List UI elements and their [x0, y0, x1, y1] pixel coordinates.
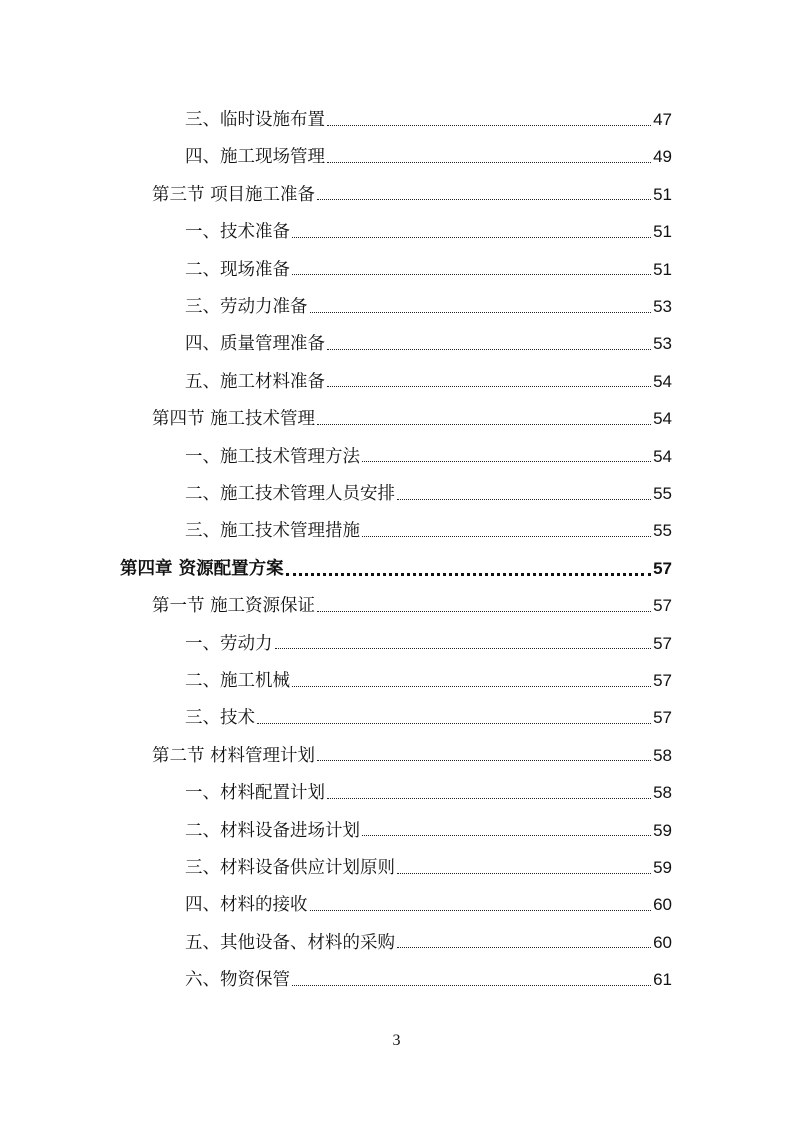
toc-subsection-entry[interactable]	[185, 666, 672, 696]
toc-entry-page: 57	[653, 633, 672, 653]
toc-entry-title: 一、施工技术管理方法	[185, 446, 360, 467]
toc-entry-page: 60	[653, 895, 672, 915]
toc-entry-title: 四、材料的接收	[185, 895, 308, 916]
toc-entry-page: 58	[653, 745, 672, 765]
toc-dot-leader	[327, 125, 651, 126]
toc-entry-title: 一、劳动力	[185, 633, 273, 654]
toc-entry-page: 59	[653, 858, 672, 877]
toc-dot-leader	[362, 461, 651, 462]
toc-entry-title: 二、现场准备	[185, 259, 290, 280]
toc-dot-leader	[327, 162, 651, 163]
toc-entry-page: 57	[653, 596, 672, 616]
toc-subsection-entry[interactable]	[185, 890, 672, 920]
toc-dot-leader	[275, 648, 652, 649]
toc-dot-leader	[327, 349, 651, 350]
toc-entry-page: 61	[653, 970, 672, 990]
toc-entry-page: 57	[653, 671, 672, 690]
toc-entry-page: 55	[653, 484, 672, 503]
toc-dot-leader	[292, 274, 651, 275]
toc-subsection-entry[interactable]	[185, 142, 672, 172]
toc-section-entry[interactable]	[152, 591, 672, 621]
toc-subsection-entry[interactable]	[185, 255, 672, 285]
toc-dot-leader	[292, 686, 651, 687]
toc-section-entry[interactable]	[152, 741, 672, 771]
toc-subsection-entry[interactable]	[185, 217, 672, 247]
toc-entry-page: 54	[653, 446, 672, 466]
toc-dot-leader	[397, 499, 651, 500]
toc-entry-page: 53	[653, 297, 672, 316]
toc-entry-title: 三、材料设备供应计划原则	[185, 858, 395, 878]
toc-entry-page: 57	[653, 558, 672, 578]
toc-entry-title: 六、物资保管	[185, 970, 290, 991]
toc-dot-leader	[397, 873, 651, 874]
toc-entry-title: 五、施工材料准备	[185, 371, 325, 392]
toc-entry-page: 58	[653, 783, 672, 803]
toc-entry-page: 51	[653, 259, 672, 279]
toc-entry-title: 三、技术	[185, 708, 255, 729]
toc-entry-page: 54	[653, 409, 672, 429]
toc-entry-page: 60	[653, 932, 672, 952]
toc-entry-page: 51	[653, 222, 672, 242]
toc-subsection-entry[interactable]	[185, 853, 672, 883]
toc-entry-title: 三、临时设施布置	[185, 110, 325, 130]
toc-subsection-entry[interactable]	[185, 329, 672, 359]
toc-dot-leader	[310, 910, 652, 911]
toc-entry-title: 四、施工现场管理	[185, 147, 325, 168]
toc-entry-page: 59	[653, 820, 672, 840]
toc-subsection-entry[interactable]	[185, 479, 672, 509]
toc-dot-leader	[362, 835, 651, 836]
toc-subsection-entry[interactable]	[185, 516, 672, 546]
toc-dot-leader	[292, 237, 651, 238]
page-number: 3	[392, 1032, 401, 1049]
toc-dot-leader	[317, 199, 651, 200]
toc-dot-leader	[292, 985, 651, 986]
toc-subsection-entry[interactable]	[185, 816, 672, 846]
toc-entry-title: 二、施工机械	[185, 671, 290, 691]
toc-section-entry[interactable]	[152, 180, 672, 210]
toc-section-entry[interactable]	[152, 404, 672, 434]
toc-subsection-entry[interactable]	[185, 292, 672, 322]
toc-entry-title: 三、劳动力准备	[185, 297, 308, 317]
toc-entry-title: 二、施工技术管理人员安排	[185, 484, 395, 504]
toc-entry-title: 第三节 项目施工准备	[152, 184, 316, 205]
toc-entry-title: 三、施工技术管理措施	[185, 521, 360, 542]
toc-dot-leader	[286, 573, 651, 576]
toc-subsection-entry[interactable]	[185, 105, 672, 135]
toc-subsection-entry[interactable]	[185, 367, 672, 397]
toc-entry-title: 二、材料设备进场计划	[185, 820, 360, 841]
toc-entry-title: 第四节 施工技术管理	[152, 409, 316, 430]
toc-entry-title: 一、材料配置计划	[185, 783, 325, 804]
toc-dot-leader	[397, 947, 651, 948]
toc-subsection-entry[interactable]	[185, 629, 672, 659]
toc-entry-title: 一、技术准备	[185, 222, 290, 243]
toc-subsection-entry[interactable]	[185, 965, 672, 995]
toc-entry-page: 57	[653, 708, 672, 728]
toc-entry-page: 49	[653, 147, 672, 167]
toc-entry-page: 47	[653, 110, 672, 129]
toc-subsection-entry[interactable]	[185, 442, 672, 472]
toc-subsection-entry[interactable]	[185, 778, 672, 808]
toc-dot-leader	[327, 386, 651, 387]
toc-subsection-entry[interactable]	[185, 703, 672, 733]
toc-dot-leader	[310, 312, 652, 313]
toc-dot-leader	[327, 798, 651, 799]
toc-entry-title: 第一节 施工资源保证	[152, 596, 316, 617]
toc-entry-page: 54	[653, 371, 672, 391]
toc-entry-page: 53	[653, 334, 672, 354]
toc-dot-leader	[317, 424, 651, 425]
toc-dot-leader	[362, 536, 651, 537]
toc-chapter-entry[interactable]	[120, 554, 672, 584]
toc-entry-page: 55	[653, 521, 672, 541]
toc-entry-page: 51	[653, 184, 672, 204]
toc-entry-title: 第二节 材料管理计划	[152, 745, 316, 766]
toc-subsection-entry[interactable]	[185, 928, 672, 958]
toc-entry-title: 四、质量管理准备	[185, 334, 325, 355]
toc-dot-leader	[317, 611, 651, 612]
toc-dot-leader	[317, 760, 651, 761]
toc-entry-title: 五、其他设备、材料的采购	[185, 932, 395, 953]
toc-entry-title: 第四章 资源配置方案	[120, 558, 284, 579]
toc-dot-leader	[257, 723, 651, 724]
